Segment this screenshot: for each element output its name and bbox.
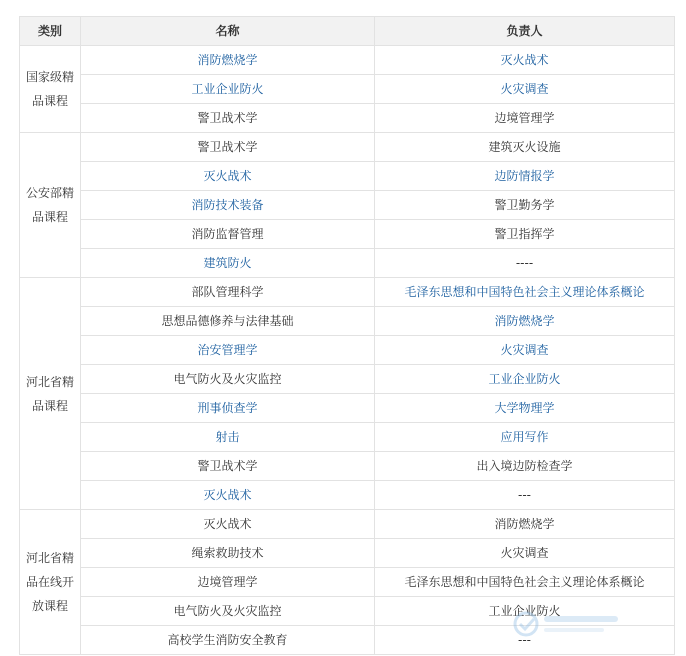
table-row	[20, 481, 675, 510]
table-row	[20, 104, 675, 133]
owner-link[interactable]: 灭火战术	[375, 46, 675, 75]
course-name-link[interactable]: 刑事侦查学	[81, 394, 375, 423]
table-row	[20, 568, 675, 597]
owner-link[interactable]: 毛泽东思想和中国特色社会主义理论体系概论	[375, 278, 675, 307]
category-cell: 河北省精品在线开放课程	[20, 510, 81, 655]
owner-link[interactable]: 消防燃烧学	[375, 307, 675, 336]
table-row	[20, 220, 675, 249]
owner-cell: 警卫勤务学	[375, 191, 675, 220]
table-header-row	[20, 17, 675, 46]
table-row	[20, 510, 675, 539]
header-name: 名称	[81, 17, 375, 46]
owner-cell: ---	[375, 626, 675, 655]
owner-link[interactable]: 工业企业防火	[375, 365, 675, 394]
table-row	[20, 249, 675, 278]
owner-cell: 边境管理学	[375, 104, 675, 133]
owner-link[interactable]: 大学物理学	[375, 394, 675, 423]
course-name-link[interactable]: 灭火战术	[81, 162, 375, 191]
table-row	[20, 162, 675, 191]
course-name-link[interactable]: 灭火战术	[81, 481, 375, 510]
course-name-link[interactable]: 消防燃烧学	[81, 46, 375, 75]
course-name: 警卫战术学	[81, 133, 375, 162]
owner-cell: 工业企业防火	[375, 597, 675, 626]
header-category: 类别	[20, 17, 81, 46]
course-name-link[interactable]: 建筑防火	[81, 249, 375, 278]
owner-link[interactable]: 应用写作	[375, 423, 675, 452]
header-owner: 负责人	[375, 17, 675, 46]
table-row	[20, 46, 675, 75]
table-row	[20, 75, 675, 104]
owner-cell: 警卫指挥学	[375, 220, 675, 249]
table-row	[20, 307, 675, 336]
course-name-link[interactable]: 射击	[81, 423, 375, 452]
owner-link[interactable]: 火灾调查	[375, 336, 675, 365]
course-table	[19, 16, 675, 655]
table-row	[20, 423, 675, 452]
table-body	[20, 46, 675, 655]
category-cell: 国家级精品课程	[20, 46, 81, 133]
table-row	[20, 278, 675, 307]
owner-cell: ---	[375, 481, 675, 510]
owner-cell: 消防燃烧学	[375, 510, 675, 539]
table-row	[20, 539, 675, 568]
course-name: 思想品德修养与法律基础	[81, 307, 375, 336]
owner-cell: 出入境边防检查学	[375, 452, 675, 481]
course-name: 边境管理学	[81, 568, 375, 597]
owner-link[interactable]: 火灾调查	[375, 75, 675, 104]
table-row	[20, 191, 675, 220]
course-name-link[interactable]: 消防技术装备	[81, 191, 375, 220]
course-name: 电气防火及火灾监控	[81, 597, 375, 626]
table-row	[20, 394, 675, 423]
category-cell: 公安部精品课程	[20, 133, 81, 278]
category-cell: 河北省精品课程	[20, 278, 81, 510]
owner-cell: 火灾调查	[375, 539, 675, 568]
course-name-link[interactable]: 治安管理学	[81, 336, 375, 365]
course-name: 警卫战术学	[81, 452, 375, 481]
owner-cell: 建筑灭火设施	[375, 133, 675, 162]
course-name: 高校学生消防安全教育	[81, 626, 375, 655]
table-row	[20, 133, 675, 162]
course-name-link[interactable]: 工业企业防火	[81, 75, 375, 104]
owner-link[interactable]: 边防情报学	[375, 162, 675, 191]
owner-cell: ----	[375, 249, 675, 278]
table-row	[20, 452, 675, 481]
logo-watermark-icon	[510, 606, 630, 646]
course-name: 部队管理科学	[81, 278, 375, 307]
course-name: 灭火战术	[81, 510, 375, 539]
course-name: 警卫战术学	[81, 104, 375, 133]
owner-cell: 毛泽东思想和中国特色社会主义理论体系概论	[375, 568, 675, 597]
course-name: 绳索救助技术	[81, 539, 375, 568]
course-name: 电气防火及火灾监控	[81, 365, 375, 394]
course-name: 消防监督管理	[81, 220, 375, 249]
table-row	[20, 336, 675, 365]
table-row	[20, 365, 675, 394]
